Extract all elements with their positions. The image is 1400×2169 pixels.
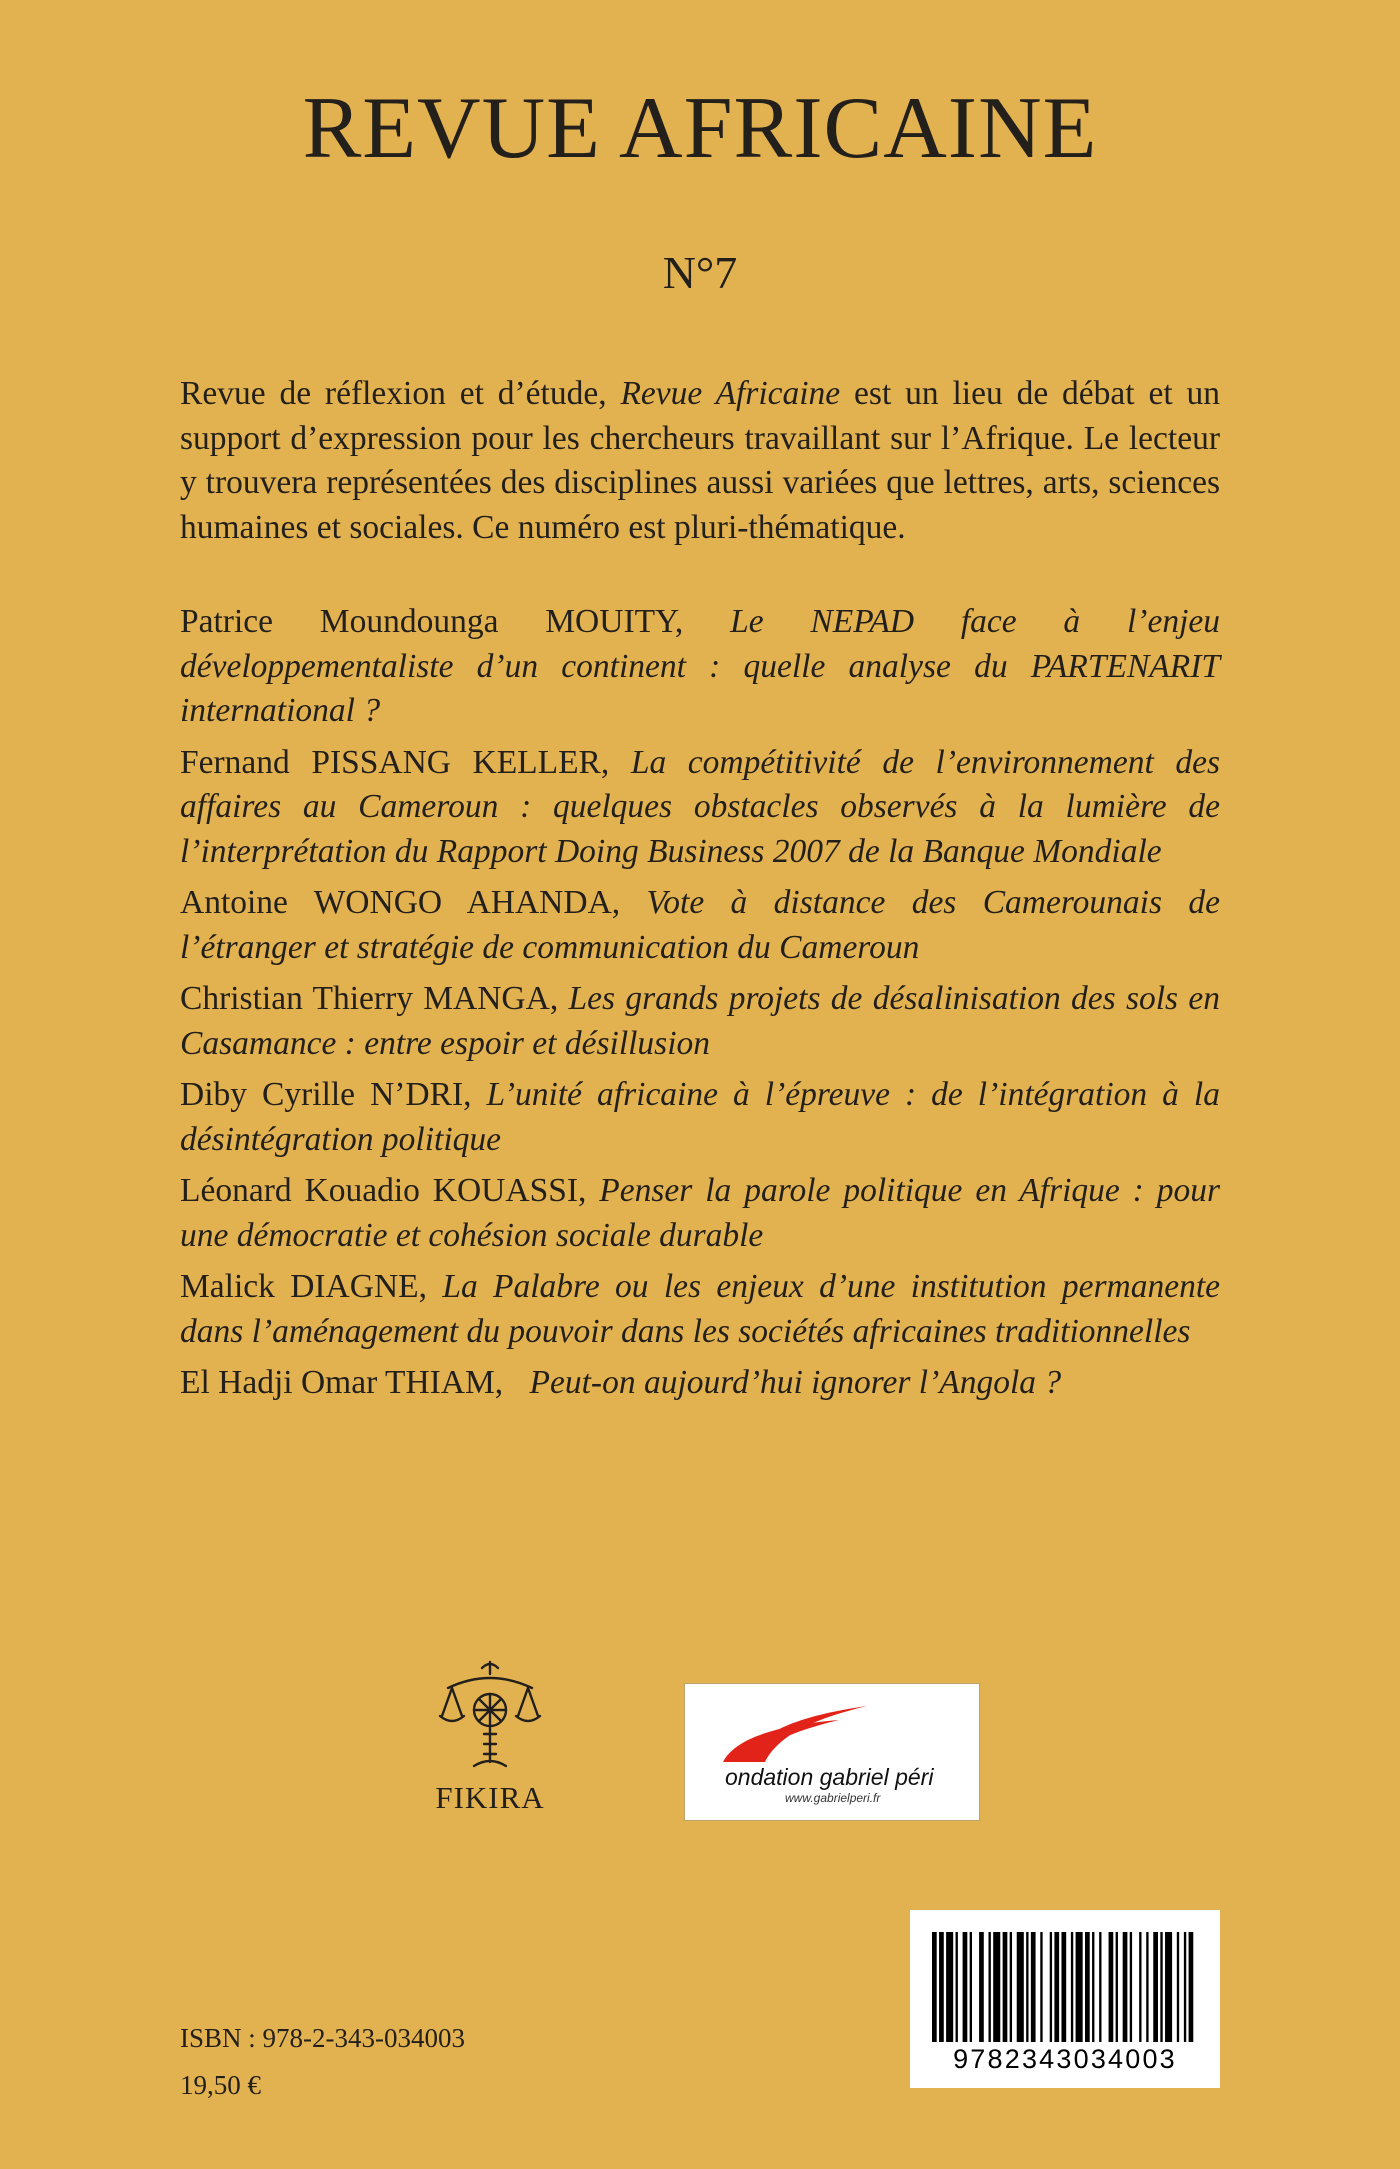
isbn-text: ISBN : 978-2-343-034003 xyxy=(180,2023,465,2053)
entry-author: El Hadji Omar THIAM, xyxy=(180,1364,504,1401)
intro-paragraph xyxy=(180,372,1220,550)
entry-author: Malick DIAGNE, xyxy=(180,1268,427,1305)
entry-author: Fernand PISSANG KELLER, xyxy=(180,743,610,781)
price-text: 19,50 € xyxy=(180,2070,261,2100)
entry-title: L’unité africaine à l’épreuve : de l’intégration à la désintégration politique xyxy=(180,1076,1220,1158)
intro-journal-name: Revue Africaine xyxy=(620,375,841,412)
contents-entry xyxy=(180,1169,1220,1258)
entry-author: Christian Thierry MANGA, xyxy=(180,980,559,1017)
contents-entry xyxy=(180,1361,1220,1406)
barcode xyxy=(910,1910,1220,2088)
contents-entry xyxy=(180,881,1220,970)
issue-number: N°7 xyxy=(662,247,738,298)
partner-name: ondation gabriel péri xyxy=(725,1764,934,1790)
entry-title: La Palabre ou les enjeux d’une institution permanente dans l’aménagement du pouvoir dans les sociétés africaines traditionnelles xyxy=(180,1268,1221,1350)
publisher-name: FIKIRA xyxy=(435,1780,545,1815)
contents-entry xyxy=(180,600,1220,734)
journal-title: REVUE AFRICAINE xyxy=(302,80,1098,177)
fikira-logo xyxy=(425,1658,555,1816)
entry-title: Penser la parole politique en Afrique : pour une démocratie et cohésion sociale durable xyxy=(180,1172,1221,1254)
barcode-digits: 9782343034003 xyxy=(953,2044,1177,2074)
contents-entry xyxy=(180,1073,1220,1162)
entry-title: Peut-on aujourd’hui ignorer l’Angola ? xyxy=(529,1364,1062,1401)
entry-author: Léonard Kouadio KOUASSI, xyxy=(180,1172,587,1209)
flame-icon xyxy=(707,1704,887,1764)
barcode-bars xyxy=(932,1932,1198,2042)
contents-entry xyxy=(180,741,1220,875)
intro-text-start: Revue de réflexion et d’étude, xyxy=(180,375,621,412)
partner-url: www.gabrielperi.fr xyxy=(785,1791,881,1805)
entry-title: Vote à distance des Camerounais de l’étranger et stratégie de communication du Cameroun xyxy=(180,884,1220,966)
partner-logo xyxy=(684,1683,980,1821)
entry-title: La compétitivité de l’environnement des affaires au Cameroun : quelques obstacles observés à la lumière de l’interprétation du Rapport Doing Business 2007 de la Banque Mondiale xyxy=(180,743,1221,870)
entry-author: Diby Cyrille N’DRI, xyxy=(180,1076,472,1113)
entry-title: Le NEPAD face à l’enjeu développementaliste d’un continent : quelle analyse du PARTENARIT international ? xyxy=(180,603,1220,729)
fikira-emblem-icon xyxy=(434,1658,546,1770)
intro-text-end: est un lieu de débat et un support d’expression pour les chercheurs travaillant sur l’Afrique. Le lecteur y trouvera représentées des disciplines aussi variées que lettres, arts, sciences humaines et sociales. Ce numéro est pluri-thématique. xyxy=(180,375,1221,546)
contents-entry xyxy=(180,977,1220,1066)
table-of-contents xyxy=(180,600,1220,1413)
entry-author: Antoine WONGO AHANDA, xyxy=(180,884,621,921)
contents-entry xyxy=(180,1265,1220,1354)
entry-title: Les grands projets de désalinisation des sols en Casamance : entre espoir et désillusion xyxy=(180,980,1220,1062)
entry-author: Patrice Moundounga MOUITY, xyxy=(180,603,684,640)
